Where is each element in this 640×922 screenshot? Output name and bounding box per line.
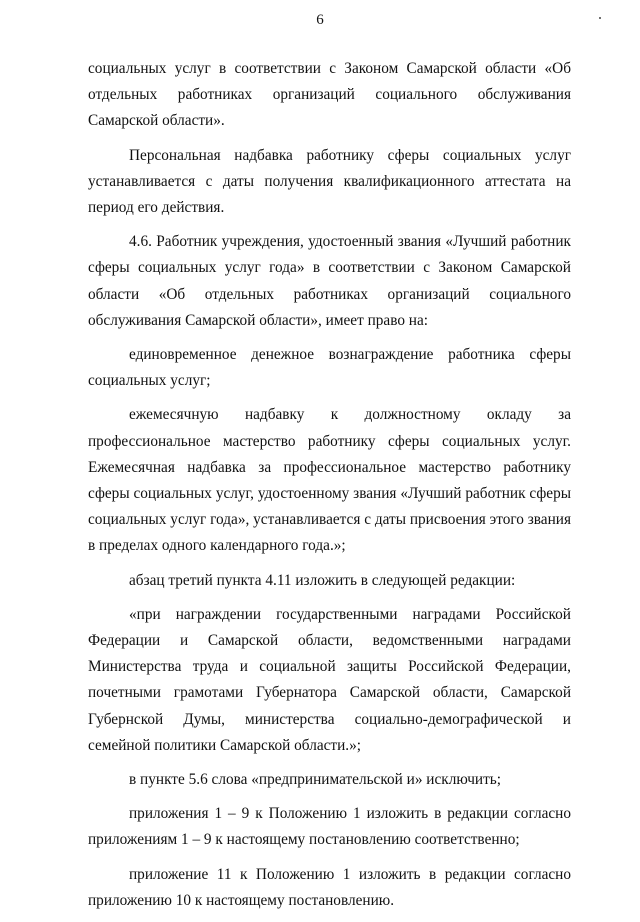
paragraph: социальных услуг в соответствии с Законом Самарской области «Об отдельных работниках организаций социального обслуживания Самарской области». <box>88 60 571 130</box>
paragraph: «при награждении государственными наградами Российской Федерации и Самарской области, ведомственными наградами Министерства труда и социальной защиты Российской Федерации, почетными грамотами Губернатора Самарской области, Самарской Губернской Думы, министерства социально-демографической и семейной политики Самарской области.»; <box>88 605 571 754</box>
paragraph: приложение 11 к Положению 1 изложить в редакции согласно приложению 10 к настоящему постановлению. <box>88 865 571 909</box>
paragraph: Персональная надбавка работнику сферы социальных услуг устанавливается с даты получения квалификационного аттестата на период его действия. <box>88 146 571 217</box>
paragraph: единовременное денежное вознаграждение работника сферы социальных услуг; <box>88 346 571 390</box>
scan-speck <box>599 17 601 19</box>
paragraph: абзац третий пункта 4.11 изложить в следующей редакции: <box>129 571 516 589</box>
paragraph: приложения 1 – 9 к Положению 1 изложить в редакции согласно приложениям 1 – 9 к настоящему постановлению соответственно; <box>88 805 571 849</box>
paragraph: ежемесячную надбавку к должностному окладу за профессиональное мастерство работнику сферы социальных услуг. Ежемесячная надбавка за профессиональное мастерство работнику сферы социальных услуг, удостоенному звания «Лучший работник сферы социальных услуг года», устанавливается с даты присвоения этого звания в пределах одного календарного года.»; <box>88 406 571 555</box>
page-number: 6 <box>316 12 324 28</box>
document-body <box>88 56 571 922</box>
paragraph: в пункте 5.6 слова «предпринимательской и» исключить; <box>129 771 501 789</box>
paragraph: 4.6. Работник учреждения, удостоенный звания «Лучший работник сферы социальных услуг года» в соответствии с Законом Самарской области «Об отдельных работниках организаций социального обслуживания Самарской области», имеет право на: <box>88 233 571 329</box>
